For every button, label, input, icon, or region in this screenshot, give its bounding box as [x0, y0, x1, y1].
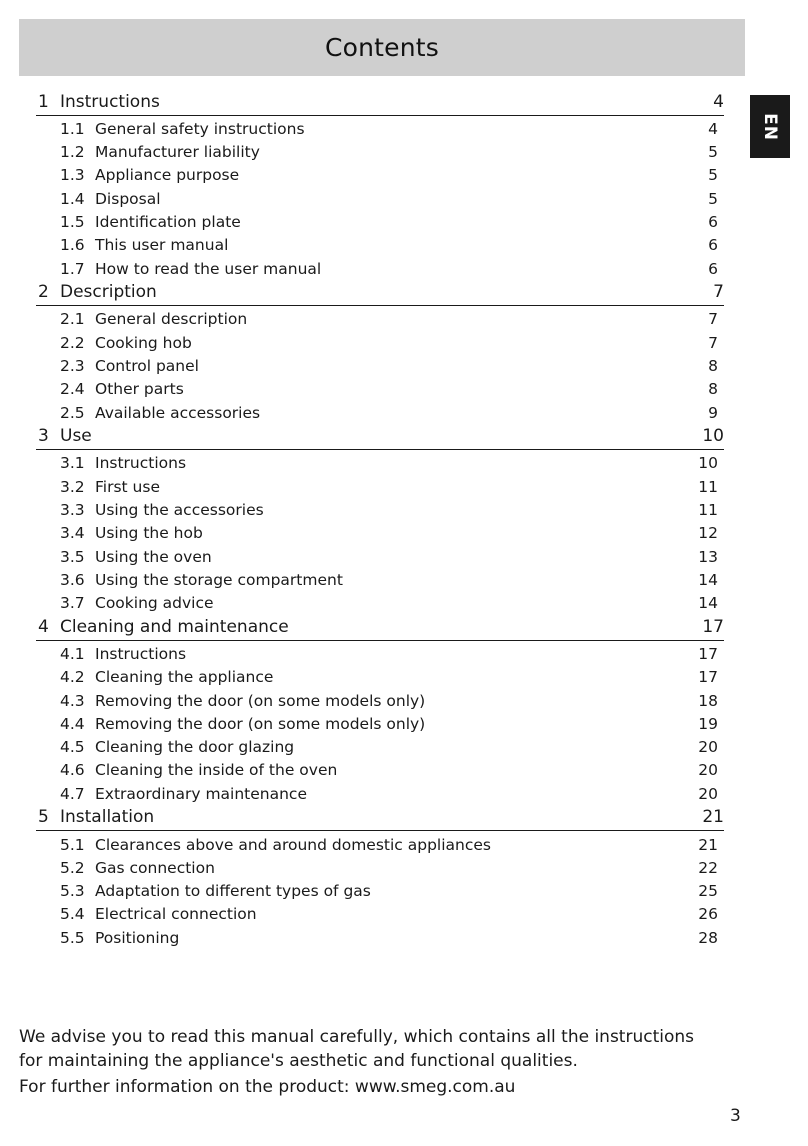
toc-subsection-number: 1.4 [60, 189, 85, 208]
toc-subsection-row[interactable] [36, 641, 724, 664]
toc-subsection-page: 22 [698, 858, 718, 877]
toc-subsection-number: 3.4 [60, 524, 85, 543]
toc-subsection-page: 5 [708, 166, 718, 185]
toc-section-row[interactable] [36, 423, 724, 451]
toc-subsection-title: First use [95, 477, 160, 496]
toc-subsection-row[interactable] [36, 924, 724, 947]
toc-subsection-row[interactable] [36, 139, 724, 162]
toc-subsection-page: 6 [708, 212, 718, 231]
toc-subsection-number: 5.3 [60, 882, 85, 901]
toc-subsection-title: Using the hob [95, 524, 203, 543]
toc-subsection-title: Instructions [95, 454, 187, 473]
toc-section-number: 5 [38, 807, 49, 828]
toc-subsection-title: Identification plate [95, 212, 241, 231]
toc-subsection-row[interactable] [36, 353, 724, 376]
toc-subsection-title: Positioning [95, 928, 180, 947]
toc-section-page: 21 [702, 807, 724, 828]
toc-subsection-number: 1.3 [60, 166, 85, 185]
toc-subsection-page: 9 [708, 403, 718, 422]
toc-subsection-title: Disposal [95, 189, 161, 208]
toc-subsection-title: Using the storage compartment [95, 570, 343, 589]
toc-subsection-title: Using the oven [95, 547, 212, 566]
toc-subsection-number: 4.7 [60, 784, 85, 803]
toc-subsection-title: Cooking hob [95, 333, 192, 352]
toc-subsection-row[interactable] [36, 831, 724, 854]
toc-subsection-title: Manufacturer liability [95, 143, 260, 162]
toc-subsection-page: 20 [698, 784, 718, 803]
toc-subsection-row[interactable] [36, 116, 724, 139]
toc-subsection-page: 7 [708, 310, 718, 329]
toc-subsection-title: Appliance purpose [95, 166, 240, 185]
toc-subsection-title: Extraordinary maintenance [95, 784, 307, 803]
toc-subsection-page: 14 [698, 594, 718, 613]
toc-subsection-title: Removing the door (on some models only) [95, 691, 426, 710]
toc-section-title: Description [60, 282, 157, 303]
toc-subsection-title: Gas connection [95, 858, 215, 877]
toc-subsection-row[interactable] [36, 878, 724, 901]
toc-subsection-number: 1.7 [60, 259, 85, 278]
toc-subsection-number: 3.7 [60, 594, 85, 613]
toc-subsection-row[interactable] [36, 901, 724, 924]
toc-section-title: Cleaning and maintenance [60, 616, 289, 637]
toc-subsection-title: Cleaning the appliance [95, 668, 274, 687]
toc-subsection-page: 4 [708, 119, 718, 138]
toc-subsection-page: 26 [698, 905, 718, 924]
toc-subsection-row[interactable] [36, 567, 724, 590]
toc-subsection-page: 21 [698, 835, 718, 854]
toc-subsection-page: 11 [698, 500, 718, 519]
toc-subsection-row[interactable] [36, 185, 724, 208]
toc-subsection-title: Adaptation to different types of gas [95, 882, 371, 901]
toc-subsection-number: 1.1 [60, 119, 85, 138]
toc-subsection-page: 20 [698, 761, 718, 780]
toc-subsection-title: Cleaning the door glazing [95, 738, 295, 757]
toc-subsection-row[interactable] [36, 497, 724, 520]
toc-subsection-row[interactable] [36, 590, 724, 613]
toc-subsection-page: 19 [698, 714, 718, 733]
toc-subsection-page: 6 [708, 259, 718, 278]
toc-section-row[interactable] [36, 613, 724, 641]
toc-subsection-row[interactable] [36, 780, 724, 803]
toc-section-number: 1 [38, 91, 49, 112]
toc-subsection-number: 3.1 [60, 454, 85, 473]
toc-section-page: 7 [713, 282, 724, 303]
toc-subsection-number: 3.5 [60, 547, 85, 566]
toc-subsection-number: 4.6 [60, 761, 85, 780]
toc-section-title: Use [60, 426, 92, 447]
toc-subsection-row[interactable] [36, 687, 724, 710]
toc-subsection-page: 12 [698, 524, 718, 543]
toc-subsection-title: Control panel [95, 356, 199, 375]
toc-subsection-row[interactable] [36, 329, 724, 352]
toc-subsection-row[interactable] [36, 399, 724, 422]
toc-section-number: 4 [38, 616, 49, 637]
toc-subsection-row[interactable] [36, 306, 724, 329]
advice-text: We advise you to read this manual carefully, which contains all the instructions for maintaining the appliance's aesthetic and functional qualities. [19, 1027, 695, 1071]
toc-subsection-number: 1.5 [60, 212, 85, 231]
toc-subsection-number: 5.4 [60, 905, 85, 924]
product-info-text: For further information on the product: www.smeg.com.au [19, 1077, 516, 1097]
page-number: 3 [730, 1106, 741, 1126]
toc-subsection-number: 2.2 [60, 333, 85, 352]
toc-subsection-title: General description [95, 310, 248, 329]
toc-subsection-page: 25 [698, 882, 718, 901]
toc-section-title: Instructions [60, 91, 160, 112]
toc-subsection-row[interactable] [36, 232, 724, 255]
toc-subsection-title: Cleaning the inside of the oven [95, 761, 338, 780]
toc-subsection-number: 5.1 [60, 835, 85, 854]
toc-subsection-page: 7 [708, 333, 718, 352]
toc-subsection-title: General safety instructions [95, 119, 305, 138]
toc-subsection-number: 3.3 [60, 500, 85, 519]
toc-subsection-page: 10 [698, 454, 718, 473]
toc-subsection-page: 11 [698, 477, 718, 496]
contents-header [19, 19, 745, 76]
toc-subsection-page: 17 [698, 668, 718, 687]
toc-subsection-number: 5.5 [60, 928, 85, 947]
toc-subsection-number: 4.5 [60, 738, 85, 757]
toc-section-page: 17 [702, 616, 724, 637]
toc-subsection-page: 20 [698, 738, 718, 757]
toc-subsection-row[interactable] [36, 855, 724, 878]
language-tab-label: EN [760, 112, 780, 141]
toc-subsection-number: 1.2 [60, 143, 85, 162]
toc-subsection-row[interactable] [36, 376, 724, 399]
toc-section-row[interactable] [36, 88, 724, 116]
toc-subsection-number: 2.3 [60, 356, 85, 375]
toc-subsection-number: 4.1 [60, 644, 85, 663]
toc-subsection-row[interactable] [36, 450, 724, 473]
toc-subsection-number: 2.5 [60, 403, 85, 422]
toc-subsection-number: 4.4 [60, 714, 85, 733]
toc-subsection-row[interactable] [36, 734, 724, 757]
toc-subsection-row[interactable] [36, 209, 724, 232]
toc-subsection-title: Other parts [95, 380, 184, 399]
toc-section-page: 10 [702, 426, 724, 447]
toc-subsection-page: 28 [698, 928, 718, 947]
toc-subsection-number: 2.1 [60, 310, 85, 329]
toc-subsection-page: 13 [698, 547, 718, 566]
toc-subsection-number: 2.4 [60, 380, 85, 399]
toc-subsection-title: Instructions [95, 644, 187, 663]
toc-subsection-row[interactable] [36, 711, 724, 734]
toc-subsection-title: Cooking advice [95, 594, 214, 613]
toc-subsection-number: 1.6 [60, 236, 85, 255]
toc-section-row[interactable] [36, 279, 724, 307]
toc-subsection-row[interactable] [36, 757, 724, 780]
toc-subsection-page: 8 [708, 380, 718, 399]
toc-section-title: Installation [60, 807, 155, 828]
toc-subsection-page: 18 [698, 691, 718, 710]
toc-subsection-number: 3.6 [60, 570, 85, 589]
toc-subsection-row[interactable] [36, 473, 724, 496]
toc-section-number: 3 [38, 426, 49, 447]
toc-subsection-page: 5 [708, 189, 718, 208]
toc-subsection-row[interactable] [36, 255, 724, 278]
toc-subsection-row[interactable] [36, 543, 724, 566]
toc-subsection-title: Electrical connection [95, 905, 257, 924]
toc-subsection-number: 3.2 [60, 477, 85, 496]
toc-section-number: 2 [38, 282, 49, 303]
toc-subsection-title: How to read the user manual [95, 259, 322, 278]
toc-subsection-title: This user manual [95, 236, 229, 255]
toc-subsection-title: Clearances above and around domestic appliances [95, 835, 491, 854]
language-tab [750, 95, 790, 158]
table-of-contents [36, 88, 724, 948]
toc-subsection-number: 4.2 [60, 668, 85, 687]
toc-subsection-title: Removing the door (on some models only) [95, 714, 426, 733]
toc-subsection-page: 6 [708, 236, 718, 255]
toc-subsection-page: 14 [698, 570, 718, 589]
toc-subsection-number: 4.3 [60, 691, 85, 710]
toc-subsection-row[interactable] [36, 520, 724, 543]
toc-subsection-page: 5 [708, 143, 718, 162]
page-title: Contents [324, 33, 440, 62]
toc-subsection-page: 8 [708, 356, 718, 375]
toc-subsection-title: Available accessories [95, 403, 261, 422]
toc-section-page: 4 [713, 91, 724, 112]
toc-subsection-number: 5.2 [60, 858, 85, 877]
toc-subsection-row[interactable] [36, 664, 724, 687]
toc-subsection-title: Using the accessories [95, 500, 264, 519]
toc-subsection-page: 17 [698, 644, 718, 663]
toc-subsection-row[interactable] [36, 162, 724, 185]
toc-section-row[interactable] [36, 804, 724, 832]
